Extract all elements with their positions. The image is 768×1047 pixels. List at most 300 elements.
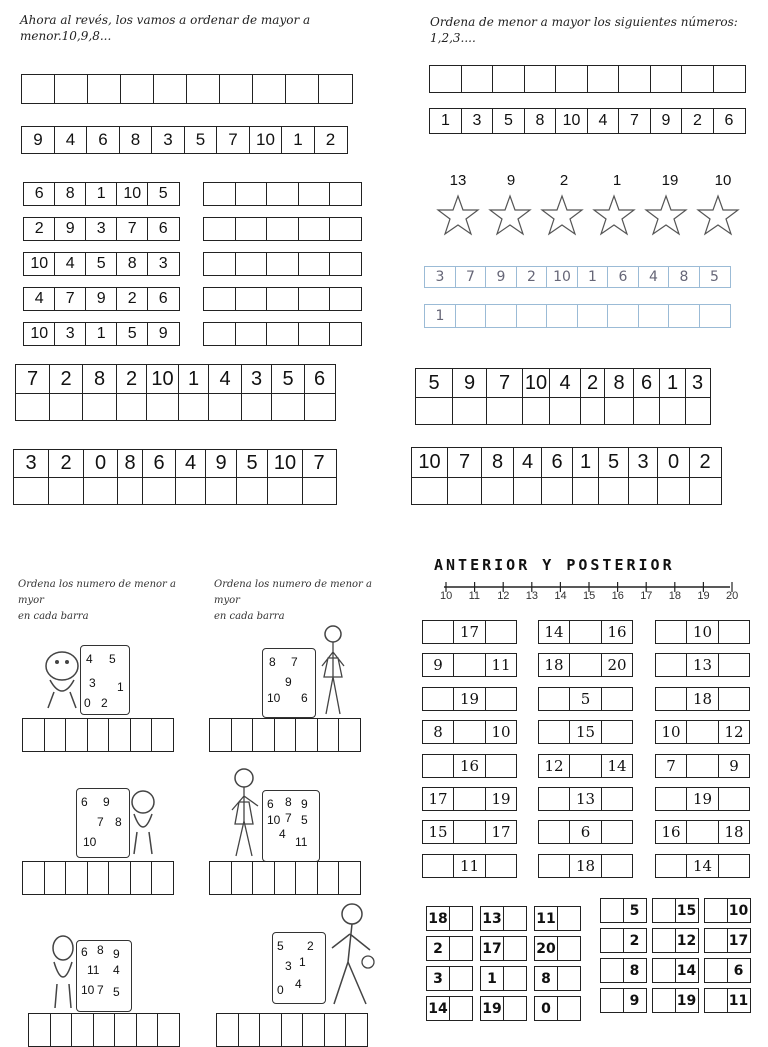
ap-cell: 13 — [686, 653, 720, 677]
small-pair — [426, 966, 473, 991]
ap-cell — [718, 620, 750, 644]
ap-cell — [453, 720, 487, 744]
number-cell: 4 — [587, 108, 620, 134]
ap-cell: 16 — [453, 754, 487, 778]
bar-blank-6 — [216, 1013, 368, 1047]
ap-cell — [538, 687, 570, 711]
card-number: 3 — [285, 959, 292, 973]
number-line-label: 13 — [525, 590, 539, 602]
small-number-cell — [704, 958, 728, 983]
blank-cell — [298, 322, 331, 346]
number-line-label: 18 — [668, 590, 682, 602]
card-number: 11 — [295, 835, 308, 849]
bar-blank-cell — [295, 718, 318, 752]
ap-cell: 10 — [655, 720, 687, 744]
number-cell: 6 — [147, 217, 180, 241]
small-number-cell — [503, 966, 527, 991]
group-row — [23, 252, 180, 276]
ap-cell: 16 — [601, 620, 633, 644]
blue-answer-cell — [607, 304, 639, 328]
small-number-cell: 14 — [426, 996, 450, 1021]
blue-answer-cell — [668, 304, 700, 328]
strip-answers — [411, 477, 722, 505]
bar-blank-cell — [130, 861, 153, 895]
small-number-cell: 8 — [623, 958, 647, 983]
star-number: 2 — [559, 172, 569, 189]
small-number-cell — [503, 906, 527, 931]
ap-cell — [485, 687, 517, 711]
ap-row — [422, 854, 517, 878]
strip-numbers — [411, 447, 722, 478]
ap-row — [422, 754, 517, 778]
ap-cell — [655, 787, 687, 811]
small-pair — [426, 906, 473, 931]
strip-number-cell: 3 — [241, 364, 273, 394]
blank-cell — [87, 74, 122, 104]
strip-blank-cell — [481, 477, 514, 505]
number-cell: 9 — [21, 126, 55, 154]
strip-number-cell: 3 — [685, 368, 711, 398]
card-number: 8 — [97, 943, 104, 957]
strip-numbers — [415, 368, 711, 398]
small-number-cell — [449, 996, 473, 1021]
strip-number-cell: 2 — [580, 368, 606, 398]
ap-cell — [601, 720, 633, 744]
strip-number-cell: 4 — [549, 368, 581, 398]
number-cell: 3 — [147, 252, 180, 276]
bar-blank-cell — [108, 861, 131, 895]
number-card-2 — [262, 648, 316, 718]
ap-cell: 12 — [718, 720, 750, 744]
strip-3 — [13, 449, 337, 505]
number-cell: 2 — [116, 287, 149, 311]
ap-cell: 14 — [538, 620, 570, 644]
small-number-cell: 9 — [623, 988, 647, 1013]
ap-cell: 6 — [569, 820, 603, 844]
number-cell: 10 — [555, 108, 588, 134]
strip-number-cell: 0 — [83, 449, 118, 478]
card-number: 9 — [285, 675, 292, 689]
ap-cell — [422, 754, 454, 778]
blue-number-cell: 2 — [516, 266, 548, 288]
bar-blank-cell — [71, 1013, 94, 1047]
number-line-label: 15 — [583, 590, 596, 602]
blank-cell — [524, 65, 557, 93]
ap-cell: 17 — [453, 620, 487, 644]
ap-cell — [601, 854, 633, 878]
small-number-cell: 5 — [623, 898, 647, 923]
ap-cell: 15 — [422, 820, 454, 844]
ap-cell — [538, 820, 570, 844]
blue-answer-cell — [546, 304, 578, 328]
star-icon — [540, 194, 584, 236]
number-cell: 9 — [147, 322, 180, 346]
strip-number-cell: 10 — [411, 447, 448, 478]
small-number-cell — [449, 936, 473, 961]
small-pair — [480, 966, 527, 991]
small-pair — [480, 996, 527, 1021]
strip-blank-cell — [411, 477, 448, 505]
ap-cell — [686, 820, 720, 844]
strip-blank-cell — [580, 397, 606, 425]
number-cell: 10 — [23, 252, 56, 276]
ap-cell — [538, 720, 570, 744]
strip-blank-cell — [572, 477, 600, 505]
group-row — [23, 287, 180, 311]
card-number: 0 — [84, 696, 91, 710]
card-number: 9 — [103, 795, 110, 809]
bar-blank-cell — [44, 718, 67, 752]
ap-cell — [422, 854, 454, 878]
blank-cell — [298, 182, 331, 206]
bar-blank-cell — [274, 861, 297, 895]
small-pair — [600, 898, 647, 923]
blank-cell — [555, 65, 588, 93]
strip-blank-cell — [241, 393, 273, 421]
bar-blank-cell — [22, 861, 45, 895]
blank-cell — [318, 74, 353, 104]
strip-blank-cell — [83, 477, 118, 505]
strip-answers — [15, 393, 336, 421]
small-number-cell: 19 — [480, 996, 504, 1021]
number-cell: 3 — [54, 322, 87, 346]
group-blank-row — [203, 217, 362, 241]
blank-cell — [203, 322, 236, 346]
bar-blank-cell — [338, 861, 361, 895]
strip-blank-cell — [633, 397, 661, 425]
small-number-cell — [652, 898, 676, 923]
strip-number-cell: 5 — [271, 364, 305, 394]
strip-number-cell: 4 — [175, 449, 207, 478]
ap-cell — [718, 653, 750, 677]
ap-cell — [655, 687, 687, 711]
star-number: 19 — [661, 172, 679, 189]
blue-answer-cell — [455, 304, 487, 328]
card-number: 10 — [81, 983, 95, 997]
bar-blank-2 — [209, 718, 361, 752]
strip-number-cell: 8 — [604, 368, 634, 398]
blue-answer-cell — [485, 304, 517, 328]
number-line-label: 14 — [554, 590, 567, 602]
card-number: 3 — [89, 676, 96, 690]
small-number-cell: 10 — [727, 898, 751, 923]
number-cell: 8 — [54, 182, 87, 206]
number-cell: 3 — [85, 217, 118, 241]
strip-blank-cell — [598, 477, 629, 505]
strip-blank-cell — [13, 477, 49, 505]
group-blank-row — [203, 182, 362, 206]
ap-cell: 11 — [485, 653, 517, 677]
blank-cell — [203, 182, 236, 206]
bar-blank-cell — [151, 718, 174, 752]
ap-row — [655, 720, 750, 744]
blank-cell — [203, 217, 236, 241]
small-pair — [600, 928, 647, 953]
strip-number-cell: 7 — [15, 364, 50, 394]
card-number: 4 — [86, 652, 93, 666]
blank-cell — [266, 322, 299, 346]
number-cell: 8 — [119, 126, 153, 154]
strip-blank-cell — [685, 397, 711, 425]
card-number: 5 — [113, 985, 120, 999]
ap-row — [422, 653, 517, 677]
number-cell: 4 — [23, 287, 56, 311]
small-pair — [534, 906, 581, 931]
bar-blank-cell — [302, 1013, 325, 1047]
card-number: 10 — [267, 691, 281, 705]
ap-row — [538, 620, 633, 644]
strip-blank-cell — [142, 477, 176, 505]
ap-cell — [686, 720, 720, 744]
blue-number-cell: 8 — [668, 266, 700, 288]
strip-number-cell: 0 — [657, 447, 690, 478]
strip-blank-cell — [513, 477, 543, 505]
strip-number-cell: 2 — [48, 449, 85, 478]
ap-cell — [601, 820, 633, 844]
bar-blank-cell — [252, 861, 275, 895]
runner-figure-icon — [322, 900, 378, 1012]
bar-blank-cell — [130, 718, 153, 752]
bar-blank-cell — [114, 1013, 137, 1047]
bar-blank-cell — [87, 861, 110, 895]
ap-cell — [453, 787, 487, 811]
strip-number-cell: 1 — [178, 364, 210, 394]
number-cell: 6 — [147, 287, 180, 311]
ap-cell: 12 — [538, 754, 570, 778]
number-cell: 1 — [85, 322, 118, 346]
small-number-cell — [557, 996, 581, 1021]
number-card-5 — [76, 940, 132, 1012]
blue-number-strip — [424, 266, 731, 288]
blank-cell — [203, 287, 236, 311]
number-cell: 1 — [85, 182, 118, 206]
blank-cell — [186, 74, 221, 104]
number-card-4 — [262, 790, 320, 862]
anterior-posterior-title: ANTERIOR Y POSTERIOR — [434, 556, 675, 574]
bar-blank-cell — [22, 718, 45, 752]
number-cell: 9 — [650, 108, 683, 134]
blank-cell — [650, 65, 683, 93]
ap-cell — [569, 754, 603, 778]
small-number-cell — [503, 936, 527, 961]
strip-number-cell: 5 — [236, 449, 269, 478]
card-number: 9 — [301, 797, 308, 811]
small-number-cell: 17 — [480, 936, 504, 961]
ap-cell — [485, 754, 517, 778]
number-card-3 — [76, 788, 130, 858]
girl-figure-icon-2 — [226, 766, 262, 860]
blank-cell — [329, 322, 362, 346]
blue-number-cell: 3 — [424, 266, 456, 288]
group-row — [23, 217, 180, 241]
small-number-cell — [704, 988, 728, 1013]
ap-cell: 14 — [601, 754, 633, 778]
number-cell: 6 — [23, 182, 56, 206]
strip-blank-cell — [689, 477, 722, 505]
small-number-cell — [449, 906, 473, 931]
ap-row — [422, 687, 517, 711]
strip-number-cell: 7 — [447, 447, 483, 478]
small-number-cell: 19 — [675, 988, 699, 1013]
card-number: 6 — [267, 797, 274, 811]
blue-answer-strip — [424, 304, 731, 328]
star-item — [432, 172, 484, 236]
small-number-cell: 2 — [426, 936, 450, 961]
card-number: 7 — [291, 655, 298, 669]
card-number: 8 — [285, 795, 292, 809]
blank-cell — [235, 287, 268, 311]
small-pair — [534, 996, 581, 1021]
bar-blank-cell — [252, 718, 275, 752]
card-number: 9 — [113, 947, 120, 961]
card-number: 6 — [301, 691, 308, 705]
ap-row — [655, 653, 750, 677]
number-cell: 1 — [429, 108, 462, 134]
ap-cell: 13 — [569, 787, 603, 811]
small-number-cell: 1 — [480, 966, 504, 991]
number-cell: 2 — [23, 217, 56, 241]
strip-number-cell: 1 — [659, 368, 686, 398]
card-number: 7 — [97, 815, 104, 829]
number-line-labels — [430, 590, 750, 606]
card-number: 7 — [97, 983, 104, 997]
small-number-cell: 6 — [727, 958, 751, 983]
ap-cell — [538, 854, 570, 878]
strip-blank-cell — [549, 397, 581, 425]
blue-number-cell: 6 — [607, 266, 639, 288]
number-cell: 7 — [618, 108, 651, 134]
ap-cell: 5 — [569, 687, 603, 711]
small-number-cell — [557, 936, 581, 961]
ap-cell: 15 — [569, 720, 603, 744]
ap-cell: 14 — [686, 854, 720, 878]
strip-blank-cell — [116, 393, 148, 421]
blue-number-cell: 5 — [699, 266, 731, 288]
number-line-label: 12 — [497, 590, 510, 602]
bar-blank-cell — [93, 1013, 116, 1047]
strip-blank-cell — [49, 393, 84, 421]
strip-number-cell: 4 — [513, 447, 543, 478]
blue-answer-cell — [516, 304, 548, 328]
blank-cell — [235, 217, 268, 241]
strip-blank-cell — [304, 393, 336, 421]
bar-blank-cell — [216, 1013, 239, 1047]
number-cell: 5 — [116, 322, 149, 346]
bar-blank-cell — [50, 1013, 73, 1047]
ap-cell — [485, 854, 517, 878]
strip-numbers — [15, 364, 336, 394]
number-cell: 2 — [681, 108, 714, 134]
blue-answer-cell — [577, 304, 609, 328]
ap-cell: 19 — [485, 787, 517, 811]
star-number: 13 — [449, 172, 467, 189]
strip-blank-cell — [271, 393, 305, 421]
ap-cell: 9 — [718, 754, 750, 778]
bars-instruction-1: Ordena los numero de menor a myor en cada barra — [18, 579, 176, 622]
ap-row — [538, 820, 633, 844]
number-card-6 — [272, 932, 326, 1004]
number-cell: 9 — [85, 287, 118, 311]
star-number: 1 — [612, 172, 622, 189]
strip-answers — [13, 477, 337, 505]
group-row — [23, 182, 180, 206]
small-number-cell — [704, 928, 728, 953]
blank-cell — [492, 65, 525, 93]
card-number: 7 — [285, 811, 292, 825]
strip-answers — [415, 397, 711, 425]
bar-blank-cell — [44, 861, 67, 895]
group-blank-row — [203, 287, 362, 311]
blank-cell — [266, 182, 299, 206]
small-number-cell — [652, 928, 676, 953]
ap-row — [655, 787, 750, 811]
strip-blank-cell — [205, 477, 237, 505]
small-number-cell — [600, 958, 624, 983]
strip-number-cell: 6 — [633, 368, 661, 398]
ap-cell — [422, 687, 454, 711]
small-pair — [600, 988, 647, 1013]
number-cell: 5 — [85, 252, 118, 276]
ap-cell — [686, 754, 720, 778]
small-pair — [480, 936, 527, 961]
number-cell: 5 — [147, 182, 180, 206]
strip-blank-cell — [522, 397, 551, 425]
blank-cell — [298, 217, 331, 241]
blank-cell — [298, 252, 331, 276]
small-number-cell: 3 — [426, 966, 450, 991]
blank-cell — [54, 74, 89, 104]
strip-blank-cell — [146, 393, 179, 421]
small-number-cell — [704, 898, 728, 923]
ap-cell: 20 — [601, 653, 633, 677]
card-number: 8 — [115, 815, 122, 829]
ap-cell: 11 — [453, 854, 487, 878]
small-pair — [600, 958, 647, 983]
strip-number-cell: 2 — [689, 447, 722, 478]
small-number-cell — [557, 906, 581, 931]
number-line-label: 10 — [440, 590, 453, 602]
strip-number-cell: 10 — [267, 449, 303, 478]
ap-row — [538, 854, 633, 878]
bear-figure-icon — [128, 788, 158, 858]
strip-number-cell: 5 — [598, 447, 629, 478]
star-icon — [696, 194, 740, 236]
answer-row-blank — [21, 74, 353, 104]
small-pair — [652, 988, 699, 1013]
blank-cell — [329, 182, 362, 206]
number-cell: 3 — [461, 108, 494, 134]
card-number: 4 — [295, 977, 302, 991]
ap-cell: 17 — [485, 820, 517, 844]
card-number: 6 — [81, 795, 88, 809]
ap-cell: 18 — [718, 820, 750, 844]
strip-blank-cell — [604, 397, 634, 425]
ap-row — [422, 820, 517, 844]
star-icon — [488, 194, 532, 236]
strip-number-cell: 1 — [572, 447, 600, 478]
blank-cell — [329, 217, 362, 241]
instruction-mayor-menor: Ahora al revés, los vamos a ordenar de mayor a menor.10,9,8... — [20, 13, 311, 43]
bar-blank-cell — [324, 1013, 347, 1047]
strip-number-cell: 3 — [628, 447, 659, 478]
small-number-cell: 20 — [534, 936, 558, 961]
instruction-menor-mayor: Ordena de menor a mayor los siguientes números: 1,2,3.... — [430, 15, 738, 45]
blank-cell — [266, 252, 299, 276]
card-number: 0 — [277, 983, 284, 997]
ap-cell — [453, 653, 487, 677]
bar-blank-cell — [157, 1013, 180, 1047]
card-number: 1 — [299, 955, 306, 969]
